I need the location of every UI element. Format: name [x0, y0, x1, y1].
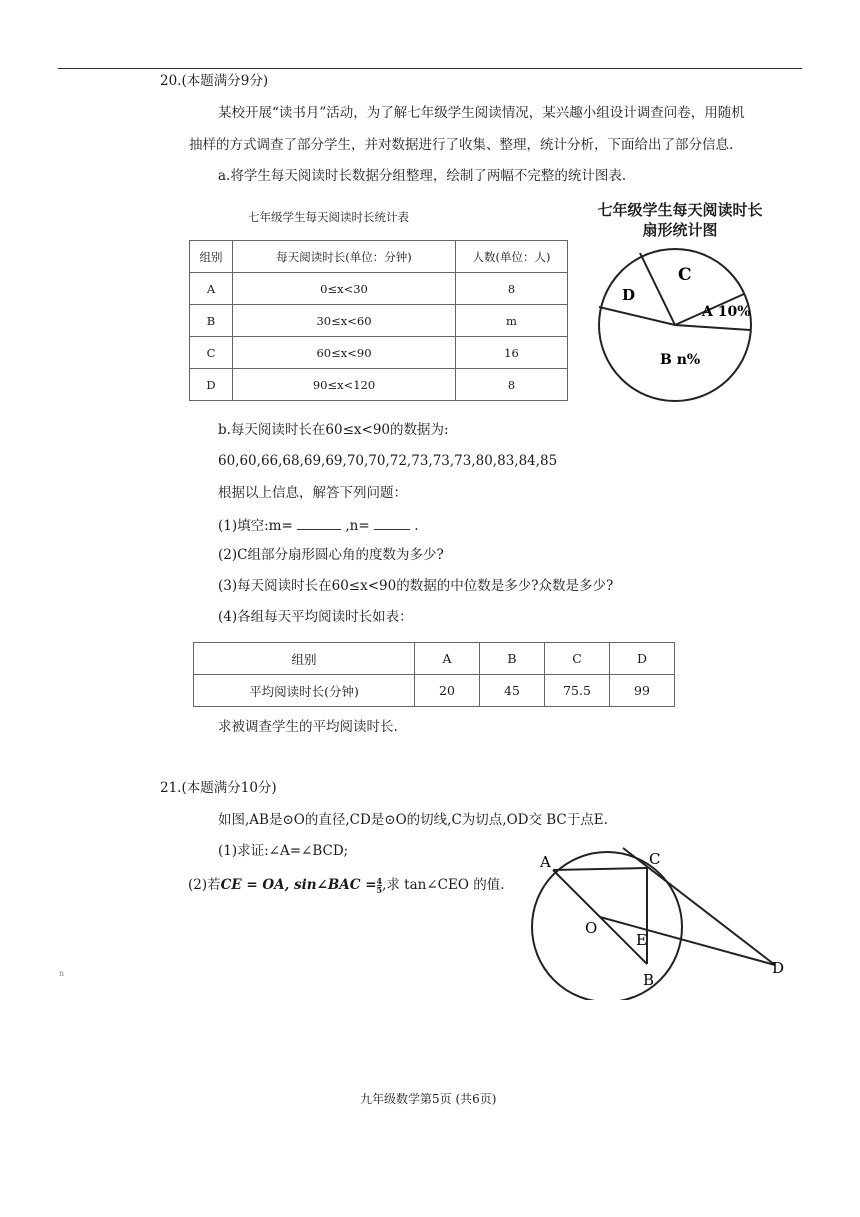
table-cell: C — [190, 337, 233, 369]
table-cell: A — [190, 273, 233, 305]
table-header-row — [190, 241, 568, 273]
sub1-end: . — [414, 518, 419, 534]
table-cell: 90≤x<120 — [233, 369, 456, 401]
label-d: D — [772, 959, 785, 977]
part2-prefix: (2)若 — [188, 877, 221, 893]
table-cell: 20 — [415, 675, 480, 707]
label-o: O — [585, 919, 598, 937]
table-header-cell: 人数(单位：人) — [456, 241, 568, 273]
pie-title-line2: 扇形统计图 — [642, 221, 718, 239]
table-row — [190, 305, 568, 337]
q20-sub3: (3)每天阅读时长在60≤x<90的数据的中位数是多少?众数是多少? — [218, 578, 614, 594]
table-cell: A — [415, 643, 480, 675]
table-cell: 45 — [480, 675, 545, 707]
label-b: B — [643, 971, 655, 989]
pie-label-c: C — [678, 265, 692, 285]
sub1-mid: ,n= — [345, 518, 370, 534]
table-cell: 75.5 — [545, 675, 610, 707]
table-row — [190, 337, 568, 369]
margin-mark: n — [59, 969, 65, 978]
q20-data-list: 60,60,66,68,69,69,70,70,72,73,73,73,80,83,84,85 — [218, 453, 558, 469]
circle-o — [532, 852, 682, 1000]
label-a: A — [540, 853, 551, 871]
reading-time-table — [189, 240, 568, 401]
q20-intro-line1: 某校开展“读书月”活动，为了解七年级学生阅读情况，某兴趣小组设计调查问卷，用随机 — [218, 105, 745, 121]
table-row — [190, 273, 568, 305]
table-header-cell: 组别 — [190, 241, 233, 273]
pie-figure — [580, 240, 770, 410]
table-row — [190, 369, 568, 401]
q21-intro: 如图,AB是⊙O的直径,CD是⊙O的切线,C为切点,OD交 BC于点E. — [218, 812, 608, 828]
m-answer-blank[interactable] — [297, 517, 341, 530]
pie-label-b: B n% — [660, 352, 701, 368]
q21-header: 21.(本题满分10分) — [160, 780, 277, 796]
label-e: E — [636, 931, 647, 949]
q20-sub1 — [218, 517, 419, 535]
table-cell: 60≤x<90 — [233, 337, 456, 369]
table-cell: 30≤x<60 — [233, 305, 456, 337]
q20-sub4: (4)各组每天平均阅读时长如表： — [218, 609, 413, 625]
page-footer: 九年级数学第5页 (共6页) — [360, 1092, 497, 1106]
n-answer-blank[interactable] — [374, 517, 410, 530]
table-cell: D — [610, 643, 675, 675]
geometry-figure — [520, 840, 800, 1000]
table-cell: 组别 — [194, 643, 415, 675]
q20-intro-line2: 抽样的方式调查了部分学生，并对数据进行了收集、整理，统计分析，下面给出了部分信息. — [189, 137, 734, 153]
fraction-numerator: 4 — [376, 876, 383, 886]
q20-answer-intro: 根据以上信息，解答下列问题： — [218, 485, 407, 501]
pie-label-a: A 10% — [702, 304, 751, 320]
table-cell: 0≤x<30 — [233, 273, 456, 305]
label-c: C — [649, 850, 661, 868]
q20-closing: 求被调查学生的平均阅读时长. — [218, 719, 398, 735]
table-cell: 8 — [456, 273, 568, 305]
sub1-prefix: (1)填空:m= — [218, 518, 293, 534]
pie-label-d: D — [622, 286, 636, 304]
table-cell: B — [190, 305, 233, 337]
q20-part-a: a.将学生每天阅读时长数据分组整理，绘制了两幅不完整的统计图表. — [218, 168, 627, 184]
table-cell: B — [480, 643, 545, 675]
part2-formula: CE = OA, sin∠BAC = — [220, 877, 377, 893]
q21-part2 — [188, 876, 505, 894]
pie-boundary-cd — [640, 253, 675, 325]
part2-suffix: ,求 tan∠CEO 的值. — [382, 877, 505, 893]
table-cell: 8 — [456, 369, 568, 401]
top-rule — [58, 68, 802, 69]
pie-boundary-bd — [599, 307, 675, 325]
table-cell: 16 — [456, 337, 568, 369]
chord-ac — [553, 868, 647, 870]
table-cell: D — [190, 369, 233, 401]
table-cell: 99 — [610, 675, 675, 707]
table-cell: 平均阅读时长(分钟) — [194, 675, 415, 707]
fraction-denominator: 5 — [376, 885, 383, 895]
q20-header: 20.(本题满分9分) — [160, 73, 269, 89]
q20-part-b: b.每天阅读时长在60≤x<90的数据为: — [218, 422, 449, 438]
table-title: 七年级学生每天阅读时长统计表 — [248, 210, 409, 224]
pie-boundary-ab — [675, 325, 750, 330]
average-time-table — [193, 642, 675, 707]
table-row — [194, 675, 675, 707]
segment-od — [600, 917, 775, 965]
table-header-cell: 每天阅读时长(单位：分钟) — [233, 241, 456, 273]
table-row — [194, 643, 675, 675]
pie-title-line1: 七年级学生每天阅读时长 — [597, 201, 763, 219]
q21-part1: (1)求证:∠A=∠BCD; — [218, 843, 349, 859]
table-cell: C — [545, 643, 610, 675]
table-cell: m — [456, 305, 568, 337]
q20-sub2: (2)C组部分扇形圆心角的度数为多少? — [218, 547, 444, 563]
